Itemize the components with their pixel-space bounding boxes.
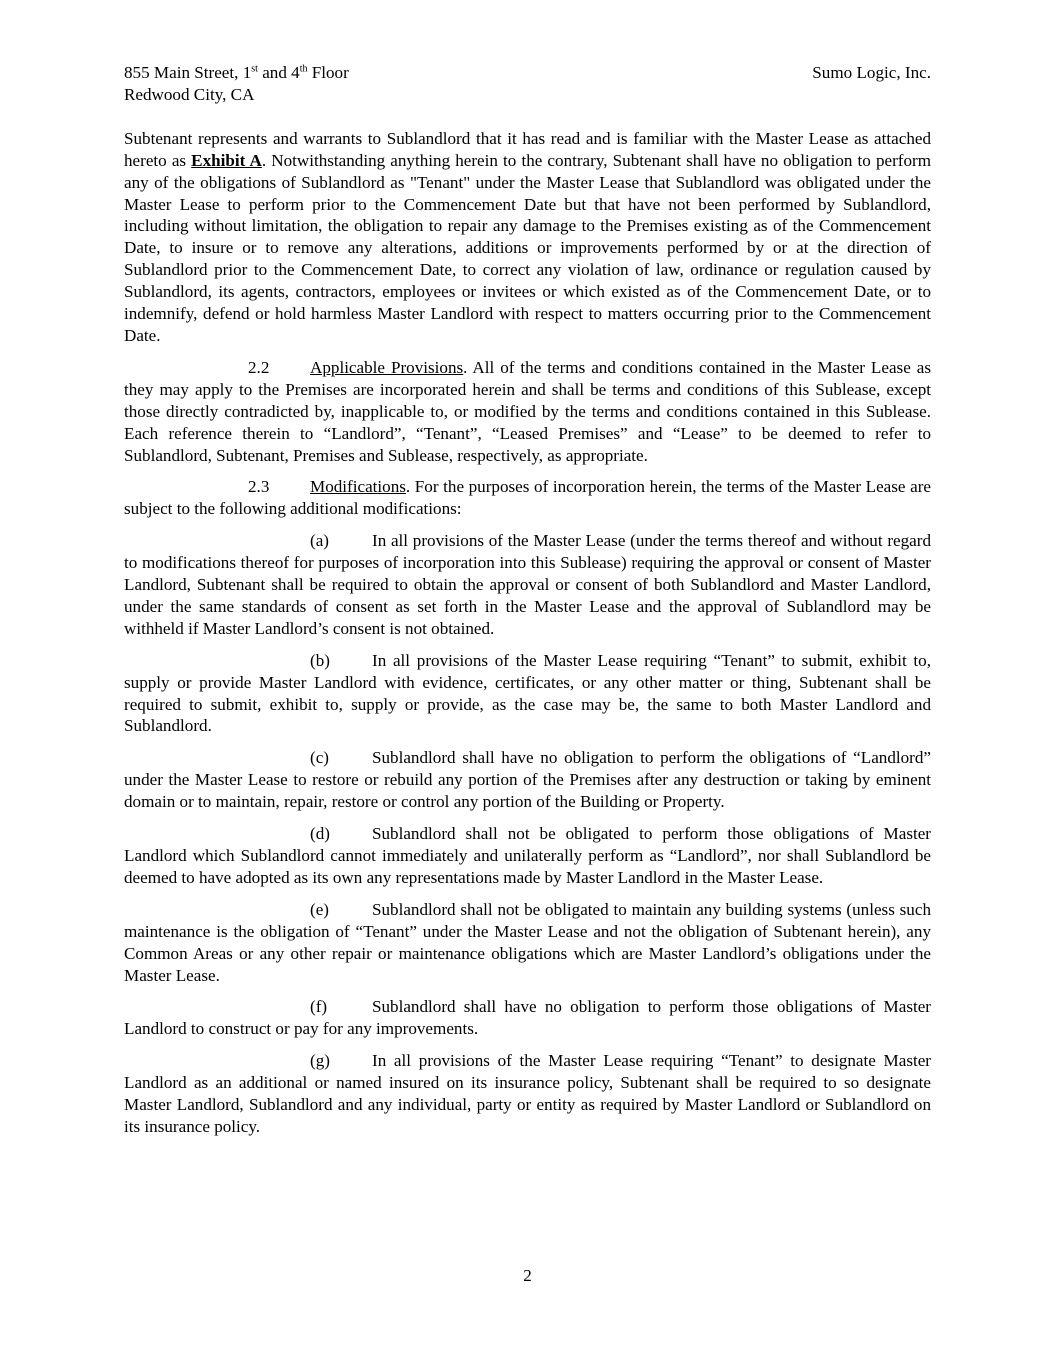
section-2-2: 2.2 Applicable Provisions. All of the terms and conditions contained in the Master Lease as they may apply to the Premises are incorporated herein and shall be terms and conditions of this Sublease, except those directly contradicted by, inapplicable to, or modified by the terms and conditions contained in this Sublease. Each reference therein to “Landlord”, “Tenant”, “Leased Premises” and “Lease” to be deemed to refer to Sublandlord, Subtenant, Premises and Sublease, respectively, as appropriate. (124, 357, 931, 465)
section-title: Modifications (310, 477, 406, 497)
subitem-g: (g) In all provisions of the Master Lease requiring “Tenant” to designate Master Landlord as an additional or named insured on its insurance policy, Subtenant shall be required to so designate Master Landlord, Sublandlord and any individual, party or entity as required by Master Landlord or Sublandlord on its insurance policy. (124, 1051, 931, 1136)
subitem-e: (e) Sublandlord shall not be obligated to maintain any building systems (unless such maintenance is the obligation of “Tenant” under the Master Lease and not the obligation of Subtenant herein), any Common Areas or any other repair or maintenance obligations which are Master Landlord’s obligations under the Master Lease. (124, 899, 931, 985)
subitem-label: (f) (310, 997, 328, 1017)
address-line-1: 855 Main Street, 1st and 4th Floor (124, 63, 349, 82)
subitem-label: (a) (310, 531, 329, 551)
subitem-label: (e) (310, 899, 329, 919)
section-2-3: 2.3 Modifications. For the purposes of incorporation herein, the terms of the Master Lease are subject to the following additional modifications: (124, 477, 931, 519)
section-number: 2.2 (248, 357, 270, 377)
subitem-c: (c) Sublandlord shall have no obligation to perform the obligations of “Landlord” under the Master Lease to restore or rebuild any portion of the Premises after any destruction or taking by eminent domain or to maintain, repair, restore or control any portion of the Building or Property. (124, 748, 931, 812)
subitem-label: (b) (310, 650, 330, 670)
intro-paragraph: Subtenant represents and warrants to Sublandlord that it has read and is familiar with the Master Lease as attached hereto as Exhibit A. Notwithstanding anything herein to the contrary, Subtenant shall have no obligation to perform any of the obligations of Sublandlord as "Tenant" under the Master Lease that Sublandlord was obligated under the Master Lease to perform prior to the Commencement Date but that have not been performed by Sublandlord, including without limitation, the obligation to repair any damage to the Premises existing as of the Commencement Date, to insure or to remove any alterations, additions or improvements performed by or at the direction of Sublandlord prior to the Commencement Date, to correct any violation of law, ordinance or regulation caused by Sublandlord, its agents, contractors, employees or invitees or which existed as of the Commencement Date, or to indemnify, defend or hold harmless Master Landlord with respect to matters occurring prior to the Commencement Date. (124, 128, 931, 345)
section-number: 2.3 (248, 477, 270, 497)
subitem-label: (g) (310, 1051, 330, 1071)
subitem-label: (d) (310, 824, 330, 844)
address-block (124, 62, 349, 106)
page-header (124, 62, 931, 106)
subitem-label: (c) (310, 748, 329, 768)
company-name: Sumo Logic, Inc. (812, 63, 931, 82)
address-line-2: Redwood City, CA (124, 84, 255, 104)
exhibit-reference: Exhibit A (191, 150, 262, 170)
document-page (124, 62, 931, 1148)
page-number: 2 (523, 1266, 532, 1285)
section-title: Applicable Provisions (310, 357, 464, 377)
subitem-d: (d) Sublandlord shall not be obligated to perform those obligations of Master Landlord which Sublandlord cannot immediately and unilaterally perform as “Landlord”, nor shall Sublandlord be deemed to have adopted as its own any representations made by Master Landlord in the Master Lease. (124, 824, 931, 887)
subitem-f: (f) Sublandlord shall have no obligation to perform those obligations of Master Landlord to construct or pay for any improvements. (124, 997, 931, 1039)
subitem-b: (b) In all provisions of the Master Lease requiring “Tenant” to submit, exhibit to, supply or provide Master Landlord with evidence, certificates, or any other matter or thing, Subtenant shall be required to submit, exhibit to, supply or provide, as the case may be, the same to both Master Landlord and Sublandlord. (124, 650, 931, 736)
subitem-a: (a) In all provisions of the Master Lease (under the terms thereof and without regard to modifications thereof for purposes of incorporation into this Sublease) requiring the approval or consent of Master Landlord, Subtenant shall be required to obtain the approval or consent of both Sublandlord and Master Landlord, under the same standards of consent as set forth in the Master Lease and the approval of Sublandlord may be withheld if Master Landlord’s consent is not obtained. (124, 531, 931, 638)
